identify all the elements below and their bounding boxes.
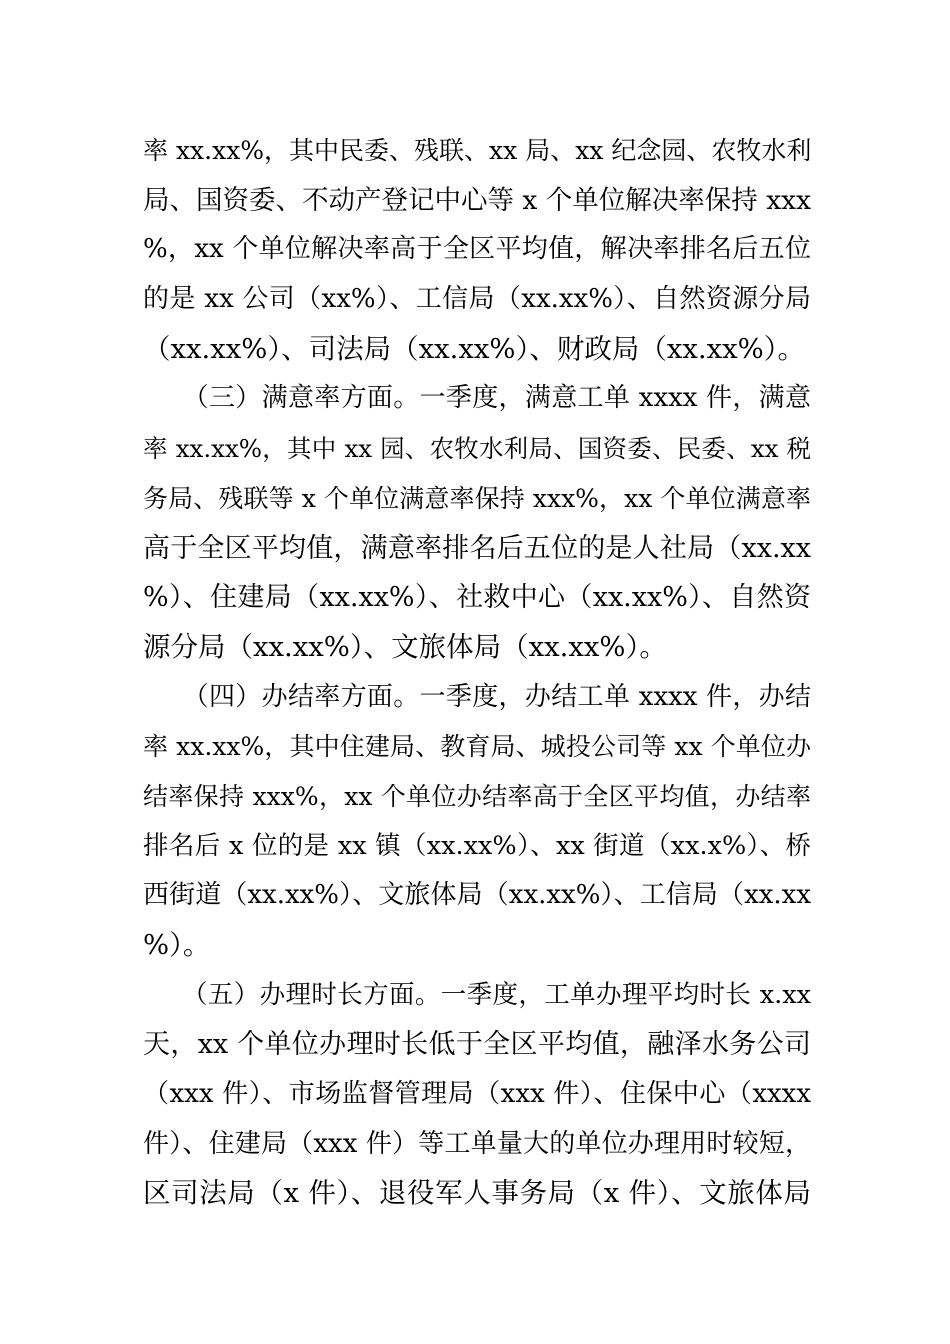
text-line: 天，xx 个单位办理时长低于全区平均值，融泽水务公司 [143,1029,811,1061]
text-line: 区司法局（x 件）、退役军人事务局（x 件）、文旅体局 [143,1177,811,1210]
text-line: （四）办结率方面。一季度，办结工单 xxxx 件，办结 [143,681,811,712]
text-line: %）、住建局（xx.xx%）、社救中心（xx.xx%）、自然资 [143,582,811,614]
text-line: 务局、残联等 x 个单位满意率保持 xxx%，xx 个单位满意率 [143,483,811,513]
text-line: 率 xx.xx%，其中住建局、教育局、城投公司等 xx 个单位办 [143,732,811,762]
text-line: 西街道（xx.xx%）、文旅体局（xx.xx%）、工信局（xx.xx [143,880,811,911]
text-line: 结率保持 xxx%，xx 个单位办结率高于全区平均值，办结率 [143,781,811,811]
text-line: 源分局（xx.xx%）、文旅体局（xx.xx%）。 [143,630,667,663]
text-line: %）。 [143,929,211,961]
text-line: %，xx 个单位解决率高于全区平均值，解决率排名后五位 [143,234,811,265]
document-body [143,126,811,1219]
text-line: （xx.xx%）、司法局（xx.xx%）、财政局（xx.xx%）。 [143,332,805,365]
text-line: 率 xx.xx%，其中 xx 园、农牧水利局、国资委、民委、xx 税 [143,434,811,464]
text-line: （xxx 件）、市场监督管理局（xxx 件）、住保中心（xxxx [143,1079,811,1110]
text-line: （五）办理时长方面。一季度，工单办理平均时长 x.xx [143,979,811,1010]
text-line: 局、国资委、不动产登记中心等 x 个单位解决率保持 xxx [143,184,812,216]
text-line: （三）满意率方面。一季度，满意工单 xxxx 件，满意 [143,383,811,414]
text-line: 高于全区平均值，满意率排名后五位的是人社局（xx.xx [143,532,811,564]
text-line: 的是 xx 公司（xx%）、工信局（xx.xx%）、自然资源分局 [143,284,811,315]
text-line: 率 xx.xx%，其中民委、残联、xx 局、xx 纪念园、农牧水利 [143,136,812,165]
text-line: 排名后 x 位的是 xx 镇（xx.xx%）、xx 街道（xx.x%）、桥 [143,830,811,861]
text-line: 件）、住建局（xxx 件）等工单量大的单位办理用时较短， [143,1128,811,1159]
